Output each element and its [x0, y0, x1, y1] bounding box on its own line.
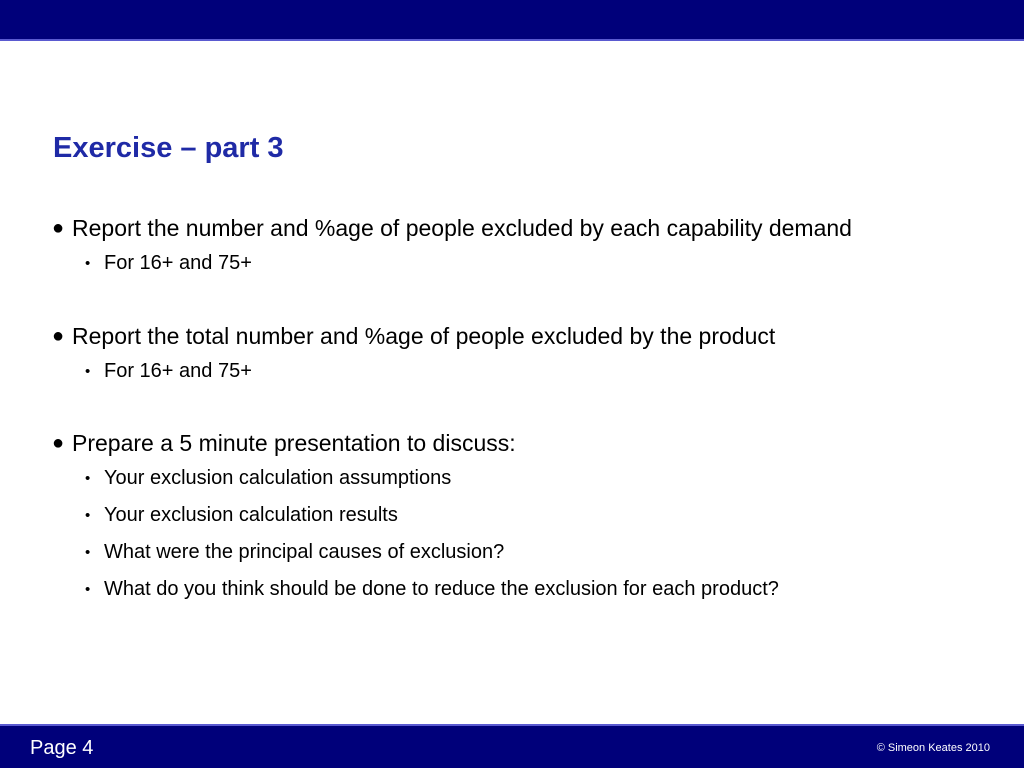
bullet-group-2	[50, 320, 980, 390]
footer-bar	[0, 724, 1024, 768]
header-bar	[0, 0, 1024, 41]
sub-bullet-icon: •	[85, 507, 91, 524]
bullet-group-1	[50, 212, 980, 282]
sub-bullet-text: Your exclusion calculation assumptions	[104, 467, 452, 489]
bullet-icon: ●	[52, 432, 65, 454]
sub-bullet-text: For 16+ and 75+	[104, 252, 252, 274]
sub-bullet-text: Your exclusion calculation results	[104, 504, 398, 526]
bullet-text: Report the total number and %age of people excluded by the product	[72, 323, 776, 349]
bullet-text: Prepare a 5 minute presentation to discuss:	[72, 430, 516, 456]
sub-bullet-icon: •	[85, 581, 91, 598]
bullet-icon: ●	[52, 325, 65, 347]
sub-bullet-icon: •	[85, 544, 91, 561]
bullet-group-3	[50, 427, 980, 608]
sub-bullet-icon: •	[85, 363, 91, 380]
sub-bullet-item	[50, 534, 980, 571]
sub-bullet-text: For 16+ and 75+	[104, 360, 252, 382]
sub-bullet-item	[50, 245, 980, 282]
bullet-text: Report the number and %age of people excluded by each capability demand	[72, 215, 852, 241]
sub-bullet-icon: •	[85, 470, 91, 487]
sub-bullet-item	[50, 353, 980, 390]
copyright-notice: © Simeon Keates 2010	[876, 742, 990, 754]
sub-bullet-item	[50, 497, 980, 534]
sub-bullet-text: What do you think should be done to reduce the exclusion for each product?	[104, 578, 779, 600]
bullet-item	[50, 212, 980, 245]
bullet-icon: ●	[52, 217, 65, 239]
sub-bullet-item	[50, 571, 980, 608]
page-number: Page 4	[30, 737, 94, 759]
sub-bullet-item	[50, 460, 980, 497]
sub-bullet-icon: •	[85, 255, 91, 272]
sub-bullet-text: What were the principal causes of exclusion?	[104, 541, 505, 563]
slide-title: Exercise – part 3	[53, 132, 284, 164]
bullet-item	[50, 427, 980, 460]
bullet-item	[50, 320, 980, 353]
slide-body	[50, 212, 980, 645]
